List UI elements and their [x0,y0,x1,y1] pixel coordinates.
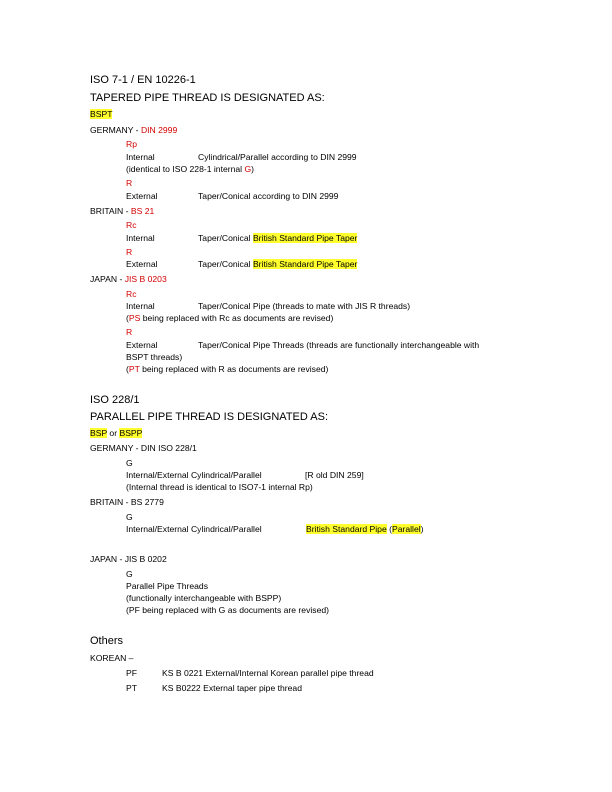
parallel-standard: ISO 228/1 [90,394,140,406]
britain-external-code: R [126,247,133,257]
germany-external-desc: Taper/Conical according to DIN 2999 [198,191,339,201]
britain-tapered-heading [90,206,154,217]
germany-internal-note [126,164,254,175]
britain-standard: BS 21 [130,206,155,216]
germany-parallel-note: (Internal thread is identical to ISO7-1 internal Rp) [126,482,313,492]
germany-internal-desc: Cylindrical/Parallel according to DIN 2999 [198,152,357,162]
note-text: ( [126,313,129,323]
ps-code: PS [128,313,141,323]
japan-parallel-desc: Parallel Pipe Threads [126,581,209,591]
g-code: G [244,164,252,174]
note-text: being replaced with Rc as documents are revised) [140,313,334,323]
japan-parallel-note1: (functionally interchangeable with BSPP) [126,593,282,603]
note-text: (identical to ISO 228-1 internal [126,164,245,174]
japan-external-desc-cont: BSPT threads) [126,352,183,362]
germany-external-type: External [126,191,158,201]
desc-text: Taper/Conical [198,259,253,269]
britain-internal-desc [198,233,357,244]
britain-parallel-name [306,524,424,535]
japan-internal-desc: Taper/Conical Pipe (threads to mate with JIS R threads) [198,301,411,311]
bspp-highlight: BSPP [119,428,143,438]
note-text: ( [126,364,129,374]
japan-label: JAPAN - [90,274,125,284]
japan-internal-code: Rc [126,289,137,299]
japan-external-code: R [126,327,133,337]
parallel-designation [90,428,142,439]
britain-external-desc [198,259,357,270]
germany-parallel-old: [R old DIN 259] [305,470,364,480]
bspt-name-highlight: British Standard Pipe Taper [252,233,358,243]
bsp-name-highlight: British Standard Pipe [306,524,387,534]
germany-standard: DIN 2999 [140,125,178,135]
britain-parallel-desc: Internal/External Cylindrical/Parallel [126,524,262,534]
korean-pf-code: PF [126,668,137,678]
britain-label: BRITAIN - [90,206,131,216]
note-text: being replaced with R as documents are revised) [139,364,329,374]
bsp-highlight: BSP [90,428,108,438]
germany-internal-code: Rp [126,139,137,149]
japan-parallel-heading: JAPAN - JIS B 0202 [90,554,167,564]
britain-internal-code: Rc [126,220,137,230]
korean-pf-desc: KS B 0221 External/Internal Korean parallel pipe thread [162,668,374,678]
sep-text: ( [386,524,392,534]
or-text: or [107,428,120,438]
japan-internal-type: Internal [126,301,155,311]
desc-text: Taper/Conical [198,233,253,243]
japan-parallel-note2: (PF being replaced with G as documents are revised) [126,605,330,615]
germany-internal-type: Internal [126,152,155,162]
japan-external-note [126,364,328,375]
japan-external-type: External [126,340,158,350]
japan-standard: JIS B 0203 [124,274,167,284]
britain-internal-type: Internal [126,233,155,243]
parallel-heading: PARALLEL PIPE THREAD IS DESIGNATED AS: [90,411,329,423]
britain-external-type: External [126,259,158,269]
germany-parallel-desc: Internal/External Cylindrical/Parallel [126,470,262,480]
germany-label: GERMANY - [90,125,141,135]
germany-parallel-heading: GERMANY - DIN ISO 228/1 [90,443,197,453]
japan-internal-note [126,313,333,324]
bspt-highlight: BSPT [90,109,113,119]
tapered-heading: TAPERED PIPE THREAD IS DESIGNATED AS: [90,92,325,104]
parallel-highlight: Parallel [391,524,421,534]
germany-tapered-heading [90,125,177,136]
japan-parallel-code: G [126,569,133,579]
pt-code: PT [128,364,140,374]
korean-heading: KOREAN – [90,653,134,663]
tapered-designation [90,109,112,120]
japan-external-desc: Taper/Conical Pipe Threads (threads are functionally interchangeable with [198,340,480,350]
japan-tapered-heading [90,274,167,285]
tapered-standard: ISO 7-1 / EN 10226-1 [90,74,196,86]
korean-pt-code: PT [126,683,137,693]
others-heading: Others [90,635,124,647]
end-text: ) [420,524,424,534]
note-text: ) [251,164,255,174]
bspt-name-highlight: British Standard Pipe Taper [252,259,358,269]
germany-parallel-code: G [126,458,133,468]
korean-pt-desc: KS B0222 External taper pipe thread [162,683,302,693]
germany-external-code: R [126,178,133,188]
britain-parallel-heading: BRITAIN - BS 2779 [90,497,164,507]
britain-parallel-code: G [126,512,133,522]
